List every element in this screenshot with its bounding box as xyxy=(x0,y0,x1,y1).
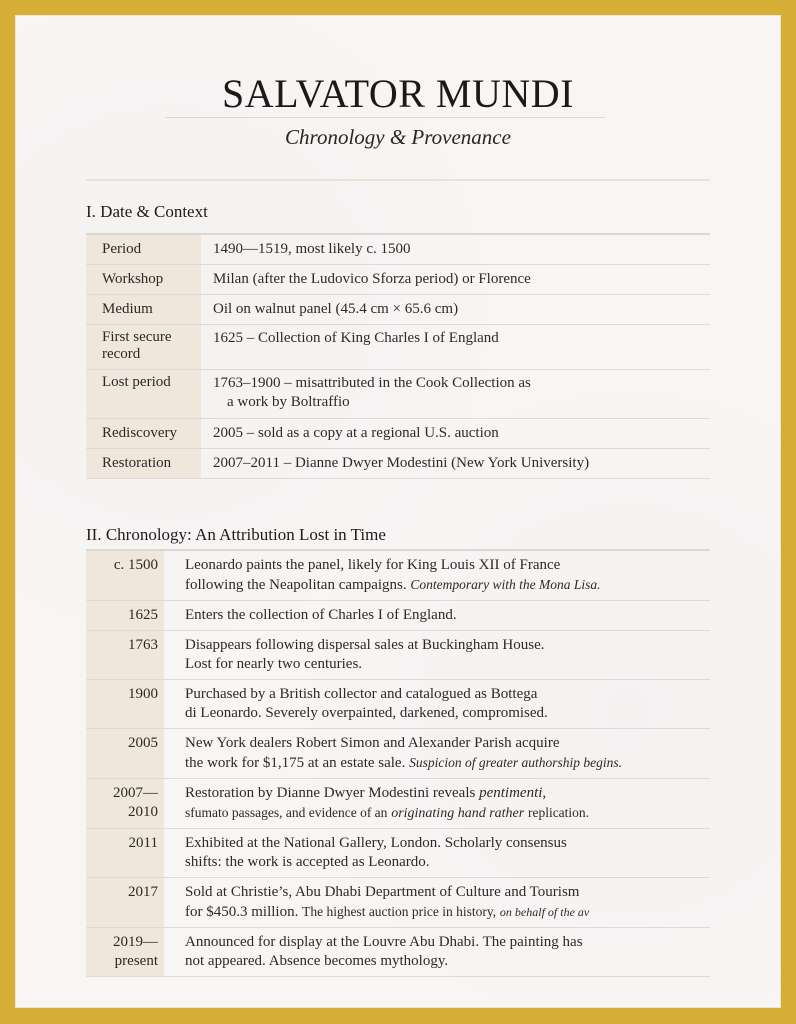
row-event xyxy=(164,928,710,977)
row-label: Restoration xyxy=(86,449,201,479)
row-value: 2005 – sold as a copy at a regional U.S. auction xyxy=(201,419,710,449)
row-event xyxy=(164,680,710,729)
year-line: 2019— xyxy=(113,934,158,950)
section-divider xyxy=(86,179,710,181)
row-event xyxy=(164,729,710,779)
row-label: Workshop xyxy=(86,265,201,295)
document-title: SALVATOR MUNDI xyxy=(222,71,574,116)
event-line: Purchased by a British collector and catalogued as Bottega xyxy=(185,686,538,702)
table-row xyxy=(86,729,710,779)
table-row xyxy=(86,325,710,370)
row-value: Milan (after the Ludovico Sforza period) or Florence xyxy=(201,265,710,295)
row-label-line: record xyxy=(102,346,141,362)
row-year: c. 1500 xyxy=(86,550,164,601)
row-year xyxy=(86,779,164,829)
row-year xyxy=(86,928,164,977)
row-event xyxy=(164,829,710,878)
event-line: for $450.3 million. xyxy=(185,904,299,920)
row-label: Rediscovery xyxy=(86,419,201,449)
section-heading-date-context: I. Date & Context xyxy=(86,202,208,221)
event-line: sfumato passages, and evidence of an xyxy=(185,805,388,820)
event-note-italic: Suspicion of greater authorship begins. xyxy=(409,755,622,770)
row-event xyxy=(164,878,710,928)
date-context-table xyxy=(86,233,710,479)
row-value: 1625 – Collection of King Charles I of England xyxy=(201,325,710,370)
document-subtitle: Chronology & Provenance xyxy=(285,125,511,149)
table-row xyxy=(86,234,710,265)
event-line: Restoration by Dianne Dwyer Modestini reveals xyxy=(185,785,476,801)
event-line: not appeared. Absence becomes mythology. xyxy=(185,953,449,969)
row-value: 1490—1519, most likely c. 1500 xyxy=(201,234,710,265)
table-row xyxy=(86,370,710,419)
row-event xyxy=(164,550,710,601)
table-row xyxy=(86,779,710,829)
event-term-italic: originating hand rather xyxy=(391,806,525,821)
row-year: 2017 xyxy=(86,878,164,928)
table-row xyxy=(86,265,710,295)
table-row xyxy=(86,419,710,449)
row-value-line: a work by Boltraffio xyxy=(227,394,350,410)
table-row xyxy=(86,680,710,729)
event-line: Exhibited at the National Gallery, London. Scholarly consensus xyxy=(185,835,567,851)
row-label-line: First secure xyxy=(102,329,172,345)
table-row xyxy=(86,878,710,928)
table-row xyxy=(86,829,710,878)
year-line: present xyxy=(114,953,158,969)
row-event xyxy=(164,779,710,829)
event-note-italic: on behalf of the av xyxy=(499,905,590,919)
table-row xyxy=(86,449,710,479)
row-year: 1763 xyxy=(86,631,164,680)
section-heading-chronology: II. Chronology: An Attribution Lost in Time xyxy=(86,525,386,544)
event-line: Leonardo paints the panel, likely for King Louis XII of France xyxy=(185,557,561,573)
row-event: Enters the collection of Charles I of England. xyxy=(164,601,710,631)
table-row xyxy=(86,550,710,601)
event-line: following the Neapolitan campaigns. xyxy=(185,577,407,593)
row-value-line: 1763–1900 – misattributed in the Cook Collection as xyxy=(213,375,531,391)
event-term-italic: pentimenti, xyxy=(479,785,547,801)
row-event xyxy=(164,631,710,680)
title-underline xyxy=(165,117,605,118)
event-line: replication. xyxy=(527,805,590,820)
row-value: Oil on walnut panel (45.4 cm × 65.6 cm) xyxy=(201,295,710,325)
row-year: 2011 xyxy=(86,829,164,878)
table-row xyxy=(86,295,710,325)
event-note-italic: Contemporary with the Mona Lisa. xyxy=(410,577,601,592)
row-year: 1625 xyxy=(86,601,164,631)
event-line: shifts: the work is accepted as Leonardo. xyxy=(185,854,430,870)
event-line: Disappears following dispersal sales at Buckingham House. xyxy=(185,637,545,653)
row-label: Period xyxy=(86,234,201,265)
event-line: Sold at Christie’s, Abu Dhabi Department of Culture and Tourism xyxy=(185,884,580,900)
event-line: the work for $1,175 at an estate sale. xyxy=(185,755,406,771)
table-row xyxy=(86,601,710,631)
year-line: 2007— xyxy=(113,785,158,801)
year-line: 2010 xyxy=(128,804,158,820)
event-line: di Leonardo. Severely overpainted, darkened, compromised. xyxy=(185,705,548,721)
row-value: 2007–2011 – Dianne Dwyer Modestini (New York University) xyxy=(201,449,710,479)
event-line: Lost for nearly two centuries. xyxy=(185,656,363,672)
row-label: Medium xyxy=(86,295,201,325)
row-label xyxy=(86,325,201,370)
table-row xyxy=(86,631,710,680)
chronology-table xyxy=(86,549,710,977)
row-label: Lost period xyxy=(86,370,201,419)
row-value xyxy=(201,370,710,419)
row-year: 2005 xyxy=(86,729,164,779)
event-line: Announced for display at the Louvre Abu Dhabi. The painting has xyxy=(185,934,583,950)
document-page xyxy=(15,15,781,1008)
event-line: The highest auction price in history, xyxy=(302,904,497,919)
table-row xyxy=(86,928,710,977)
row-year: 1900 xyxy=(86,680,164,729)
event-line: New York dealers Robert Simon and Alexander Parish acquire xyxy=(185,735,560,751)
